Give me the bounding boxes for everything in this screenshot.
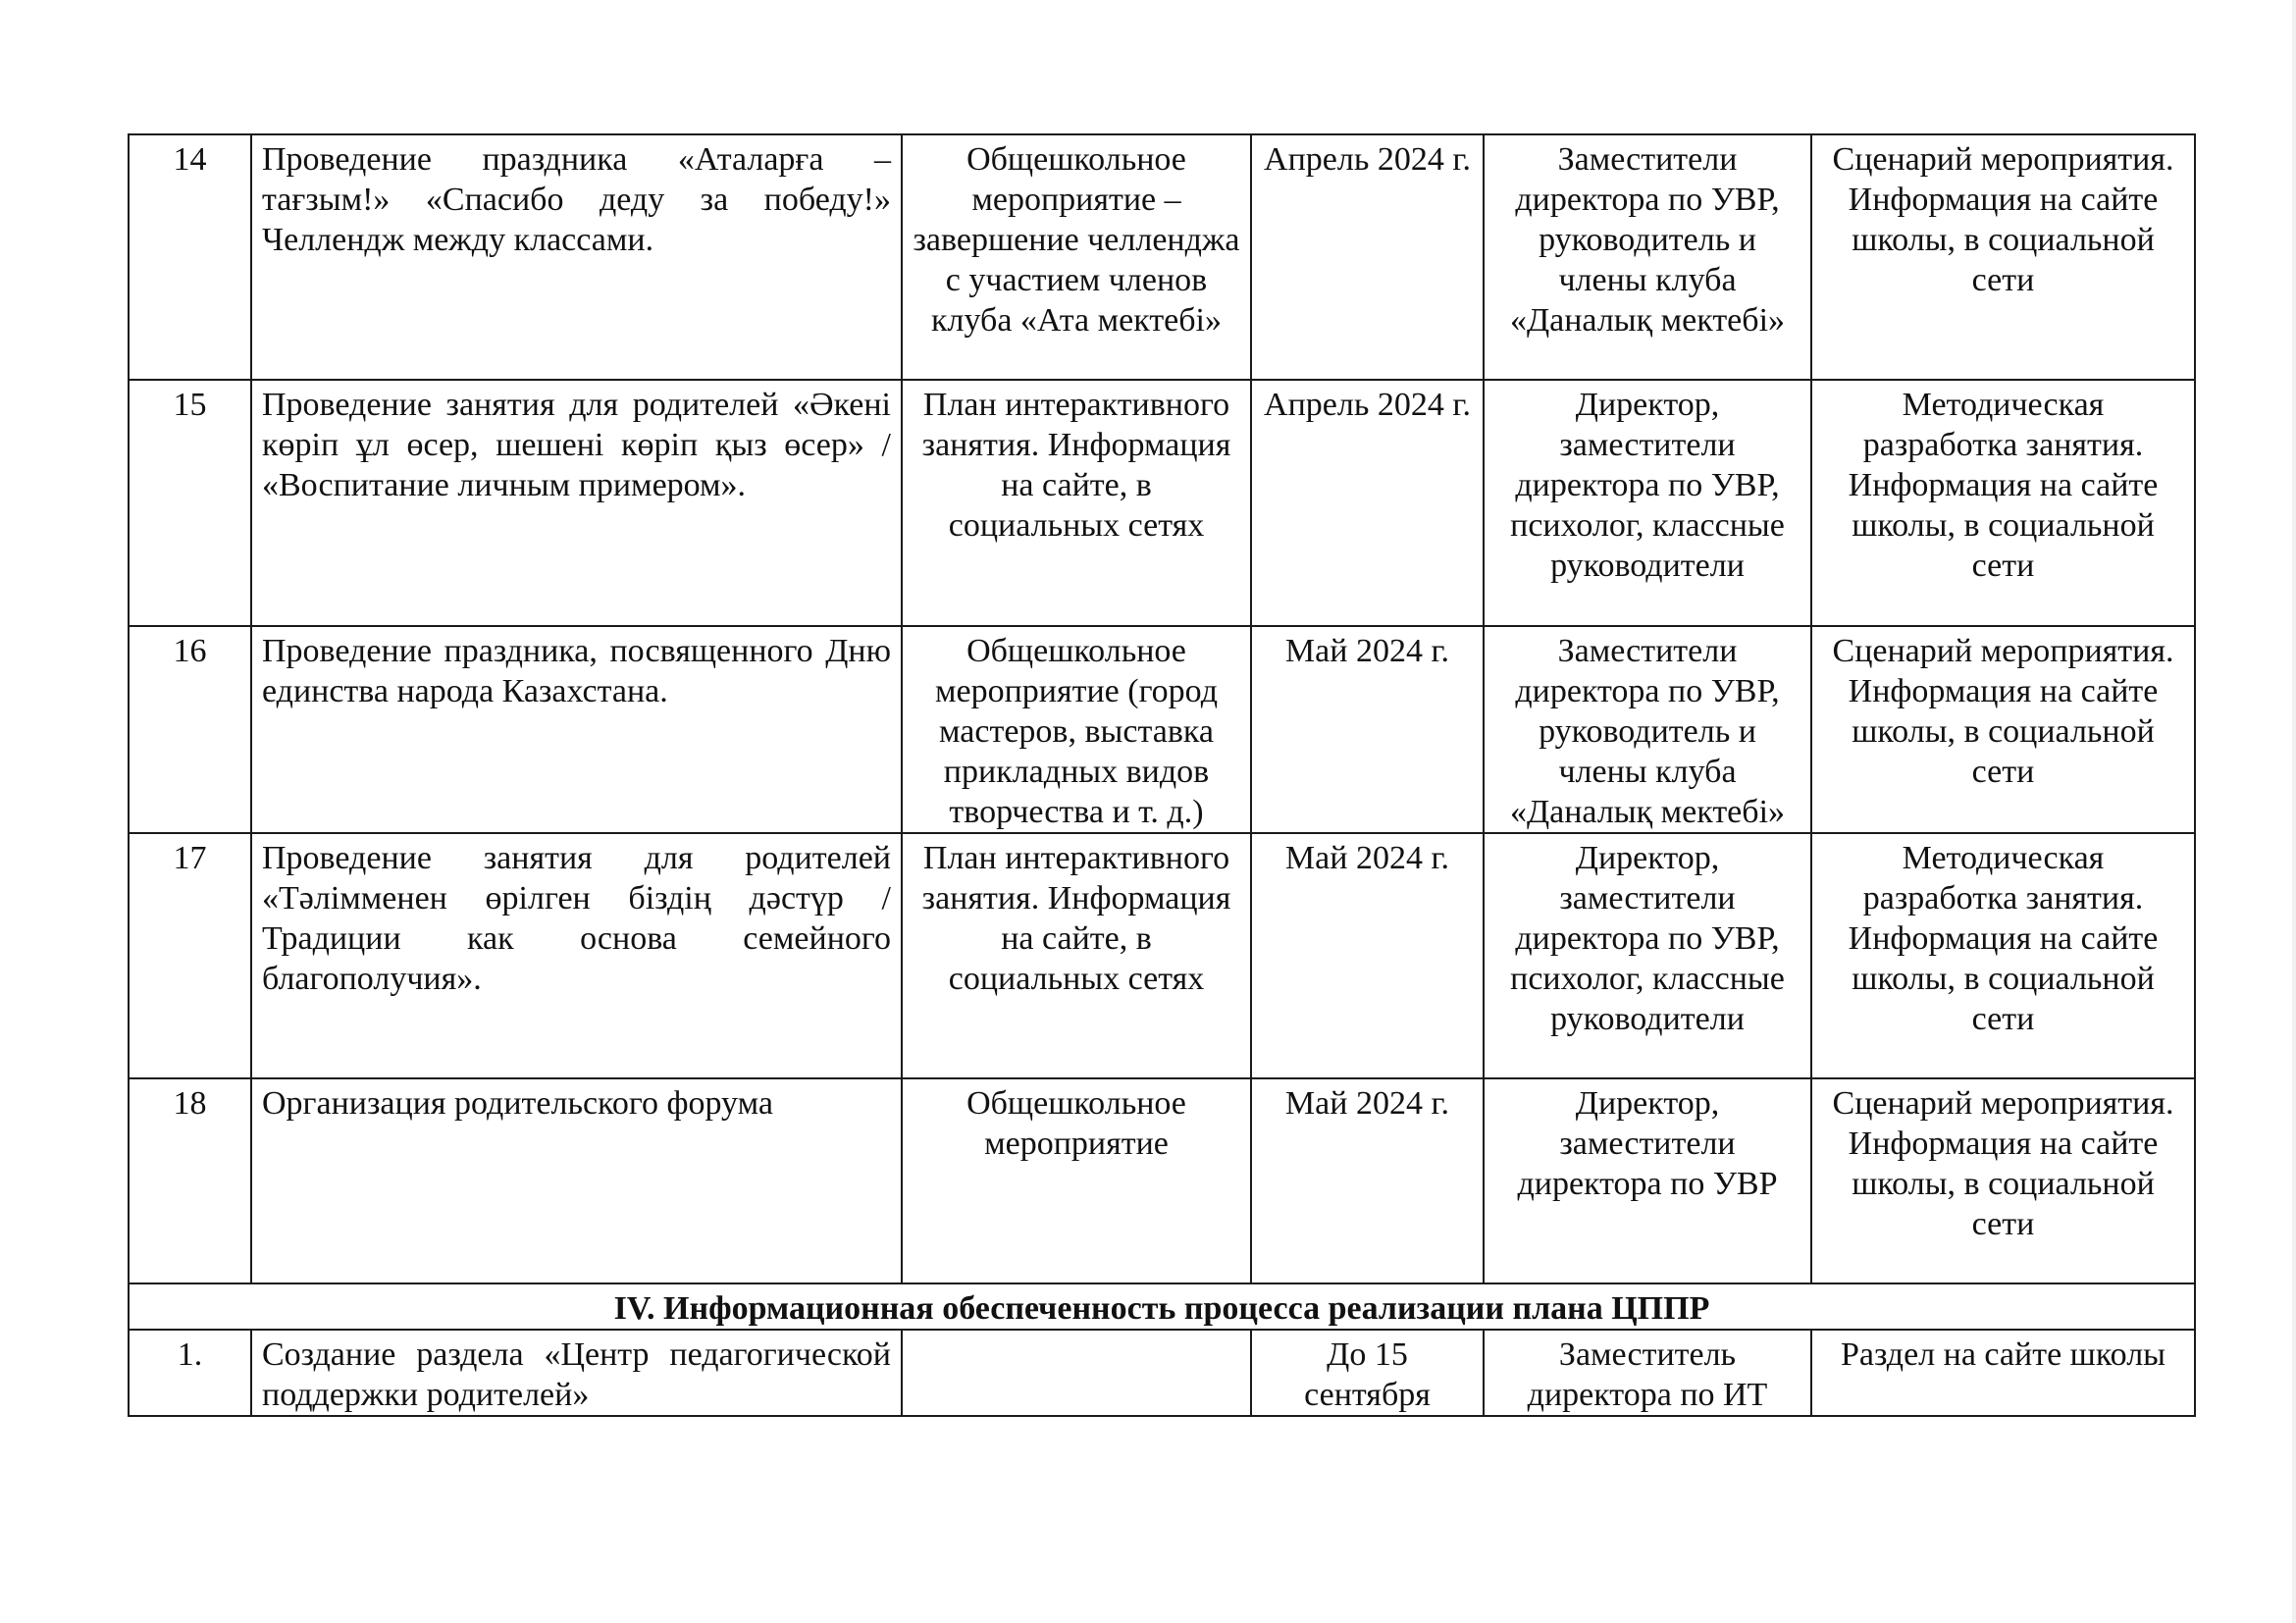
row-number: 14 — [129, 134, 251, 380]
row-number: 17 — [129, 833, 251, 1078]
date-cell: Май 2024 г. — [1251, 833, 1484, 1078]
activity-cell: Проведение занятия для родителей «Тәлімменен өрілген біздің дәстүр / Традиции как основа семейного благополучия». — [251, 833, 902, 1078]
result-cell: Методическая разработка занятия. Информация на сайте школы, в социальной сети — [1811, 380, 2195, 626]
result-cell: Сценарий мероприятия. Информация на сайте школы, в социальной сети — [1811, 1078, 2195, 1283]
row-number: 1. — [129, 1330, 251, 1416]
activity-cell: Создание раздела «Центр педагогической поддержки родителей» — [251, 1330, 902, 1416]
form-cell: План интерактивного занятия. Информация на сайте, в социальных сетях — [902, 833, 1251, 1078]
activity-cell: Организация родительского форума — [251, 1078, 902, 1283]
date-cell: Май 2024 г. — [1251, 626, 1484, 833]
date-cell: Апрель 2024 г. — [1251, 134, 1484, 380]
result-cell: Сценарий мероприятия. Информация на сайте школы, в социальной сети — [1811, 134, 2195, 380]
activity-plan-table — [128, 133, 2196, 1417]
responsible-cell: Директор, заместители директора по УВР, психолог, классные руководители — [1484, 380, 1811, 626]
section-heading-row — [129, 1283, 2195, 1330]
row-number: 16 — [129, 626, 251, 833]
form-cell: Общешкольное мероприятие — [902, 1078, 1251, 1283]
form-cell: План интерактивного занятия. Информация на сайте, в социальных сетях — [902, 380, 1251, 626]
date-cell: Май 2024 г. — [1251, 1078, 1484, 1283]
table-row — [129, 380, 2195, 626]
activity-cell: Проведение занятия для родителей «Әкені көріп ұл өсер, шешені көріп қыз өсер» / «Воспитание личным примером». — [251, 380, 902, 626]
result-cell: Методическая разработка занятия. Информация на сайте школы, в социальной сети — [1811, 833, 2195, 1078]
responsible-cell: Заместитель директора по ИТ — [1484, 1330, 1811, 1416]
result-cell: Раздел на сайте школы — [1811, 1330, 2195, 1416]
responsible-cell: Директор, заместители директора по УВР, психолог, классные руководители — [1484, 833, 1811, 1078]
date-cell: До 15 сентября — [1251, 1330, 1484, 1416]
activity-cell: Проведение праздника «Аталарға – тағзым!» «Спасибо деду за победу!» Челлендж между классами. — [251, 134, 902, 380]
form-cell — [902, 1330, 1251, 1416]
scan-edge-divider — [2292, 0, 2296, 1623]
table-row — [129, 1078, 2195, 1283]
table-row — [129, 626, 2195, 833]
row-number: 18 — [129, 1078, 251, 1283]
date-cell: Апрель 2024 г. — [1251, 380, 1484, 626]
activity-cell: Проведение праздника, посвященного Дню единства народа Казахстана. — [251, 626, 902, 833]
row-number: 15 — [129, 380, 251, 626]
table-row — [129, 833, 2195, 1078]
section-title: IV. Информационная обеспеченность процесса реализации плана ЦППР — [129, 1283, 2195, 1330]
result-cell: Сценарий мероприятия. Информация на сайте школы, в социальной сети — [1811, 626, 2195, 833]
table-row — [129, 1330, 2195, 1416]
form-cell: Общешкольное мероприятие (город мастеров, выставка прикладных видов творчества и т. д.) — [902, 626, 1251, 833]
table-row — [129, 134, 2195, 380]
responsible-cell: Заместители директора по УВР, руководитель и члены клуба «Даналық мектебі» — [1484, 134, 1811, 380]
responsible-cell: Заместители директора по УВР, руководитель и члены клуба «Даналық мектебі» — [1484, 626, 1811, 833]
responsible-cell: Директор, заместители директора по УВР — [1484, 1078, 1811, 1283]
form-cell: Общешкольное мероприятие – завершение челленджа с участием членов клуба «Ата мектебі» — [902, 134, 1251, 380]
